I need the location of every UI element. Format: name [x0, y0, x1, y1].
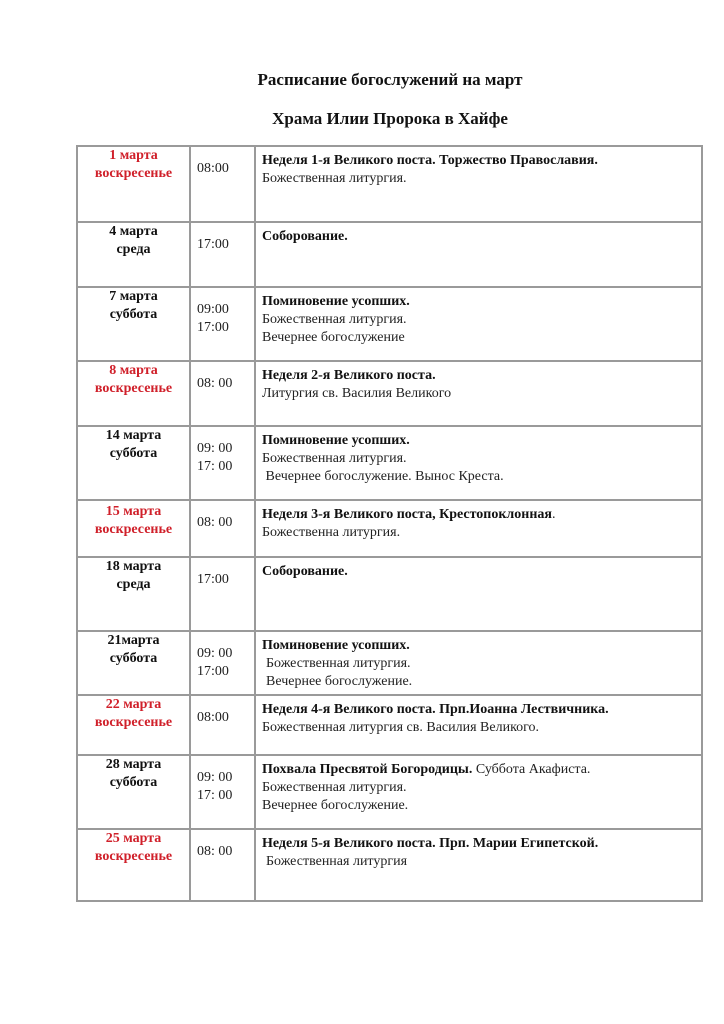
date-cell	[77, 287, 190, 361]
date-cell	[77, 146, 190, 222]
service-line: Божественная литургия.	[262, 171, 407, 186]
schedule-row	[77, 829, 702, 901]
weekday: суббота	[109, 307, 158, 322]
service-line: Божественная литургия.	[266, 656, 411, 671]
time-cell	[190, 557, 255, 631]
schedule-row	[77, 146, 702, 222]
weekday: суббота	[109, 446, 158, 461]
time-cell	[190, 755, 255, 829]
description-cell	[255, 695, 702, 755]
schedule-row	[77, 755, 702, 829]
description-cell	[255, 361, 702, 426]
service-title: Поминовение усопших.	[262, 433, 410, 448]
page-title: Расписание богослужений на март	[257, 70, 523, 89]
weekday: воскресенье	[94, 849, 173, 864]
service-line: Божественная литургия.	[262, 780, 407, 795]
time: 17:00	[197, 237, 229, 252]
description-cell	[255, 829, 702, 901]
date-cell	[77, 695, 190, 755]
schedule-row	[77, 500, 702, 557]
service-title: Соборование.	[262, 564, 348, 579]
service-line: Вечернее богослужение. Вынос Креста.	[262, 469, 504, 484]
service-title: Неделя 1-я Великого поста. Торжество Православия.	[262, 153, 598, 168]
service-title: Поминовение усопших.	[262, 638, 410, 653]
date-cell	[77, 829, 190, 901]
description-cell	[255, 755, 702, 829]
page-subtitle: Храма Илии Пророка в Хайфе	[272, 109, 508, 128]
date-cell	[77, 500, 190, 557]
date: 8 марта	[109, 363, 158, 378]
date: 14 марта	[105, 428, 162, 443]
time: 09: 00	[197, 646, 233, 661]
date: 28 марта	[105, 757, 162, 772]
date-cell	[77, 222, 190, 287]
weekday: воскресенье	[94, 715, 173, 730]
time: 08: 00	[197, 515, 233, 530]
service-title: Неделя 2-я Великого поста.	[262, 368, 436, 383]
service-line: Божественная литургия	[266, 854, 408, 869]
time: 17:00	[197, 320, 229, 335]
weekday: воскресенье	[94, 166, 173, 181]
time-cell	[190, 829, 255, 901]
date: 21марта	[107, 633, 160, 648]
schedule-row	[77, 426, 702, 500]
description-cell	[255, 222, 702, 287]
date: 7 марта	[109, 289, 158, 304]
description-cell	[255, 557, 702, 631]
service-title: Неделя 5-я Великого поста	[262, 836, 433, 851]
description-cell	[255, 631, 702, 695]
service-title: Соборование.	[262, 229, 348, 244]
date: 22 марта	[105, 697, 162, 712]
time: 08:00	[197, 161, 229, 176]
time: 09: 00	[197, 770, 233, 785]
date-cell	[77, 426, 190, 500]
service-line: Божественна литургия.	[262, 525, 401, 540]
service-title: Неделя 3-я Великого поста, Крестопоклонная	[262, 507, 552, 522]
time-cell	[190, 631, 255, 695]
time-cell	[190, 426, 255, 500]
time: 17: 00	[197, 788, 233, 803]
schedule-row	[77, 287, 702, 361]
weekday: суббота	[109, 775, 158, 790]
time-cell	[190, 146, 255, 222]
date-cell	[77, 755, 190, 829]
schedule-row	[77, 222, 702, 287]
schedule-table	[76, 145, 703, 902]
date: 15 марта	[105, 504, 162, 519]
time-cell	[190, 287, 255, 361]
time: 17:00	[197, 572, 229, 587]
time: 17: 00	[197, 459, 233, 474]
time: 09: 00	[197, 441, 233, 456]
weekday: воскресенье	[94, 522, 173, 537]
service-line: Вечернее богослужение.	[262, 798, 409, 813]
time: 08: 00	[197, 376, 233, 391]
date-cell	[77, 557, 190, 631]
date: 25 марта	[105, 831, 162, 846]
schedule-row	[77, 695, 702, 755]
date: 1 марта	[109, 148, 158, 163]
service-title-suffix: . Прп. Марии Египетской.	[432, 836, 599, 851]
service-line: Вечернее богослужение	[262, 330, 405, 345]
service-line: Вечернее богослужение.	[266, 674, 413, 689]
service-title-suffix: . Прп.Иоанна Лествичника.	[432, 702, 609, 717]
schedule-row	[77, 557, 702, 631]
schedule-row	[77, 361, 702, 426]
schedule-row	[77, 631, 702, 695]
time: 08:00	[197, 710, 229, 725]
time: 17:00	[197, 664, 229, 679]
time-cell	[190, 500, 255, 557]
service-line: Литургия св. Василия Великого	[262, 386, 452, 401]
service-line: Божественная литургия.	[262, 451, 407, 466]
description-cell	[255, 287, 702, 361]
time: 09:00	[197, 302, 229, 317]
date: 18 марта	[105, 559, 162, 574]
weekday: суббота	[109, 651, 158, 666]
service-title-suffix: .	[552, 507, 556, 522]
time-cell	[190, 222, 255, 287]
weekday: воскресенье	[94, 381, 173, 396]
service-title: Похвала Пресвятой Богородицы.	[262, 762, 473, 777]
time: 08: 00	[197, 844, 233, 859]
weekday: среда	[116, 577, 151, 592]
date-cell	[77, 361, 190, 426]
time-cell	[190, 695, 255, 755]
description-cell	[255, 500, 702, 557]
date-cell	[77, 631, 190, 695]
date: 4 марта	[109, 224, 158, 239]
service-line: Божественная литургия.	[262, 312, 407, 327]
service-title: Поминовение усопших.	[262, 294, 410, 309]
description-cell	[255, 146, 702, 222]
weekday: среда	[116, 242, 151, 257]
service-title-suffix: Суббота Акафиста.	[472, 762, 591, 777]
service-title: Неделя 4-я Великого поста	[262, 702, 433, 717]
description-cell	[255, 426, 702, 500]
service-line: Божественная литургия св. Василия Великого.	[262, 720, 540, 735]
time-cell	[190, 361, 255, 426]
